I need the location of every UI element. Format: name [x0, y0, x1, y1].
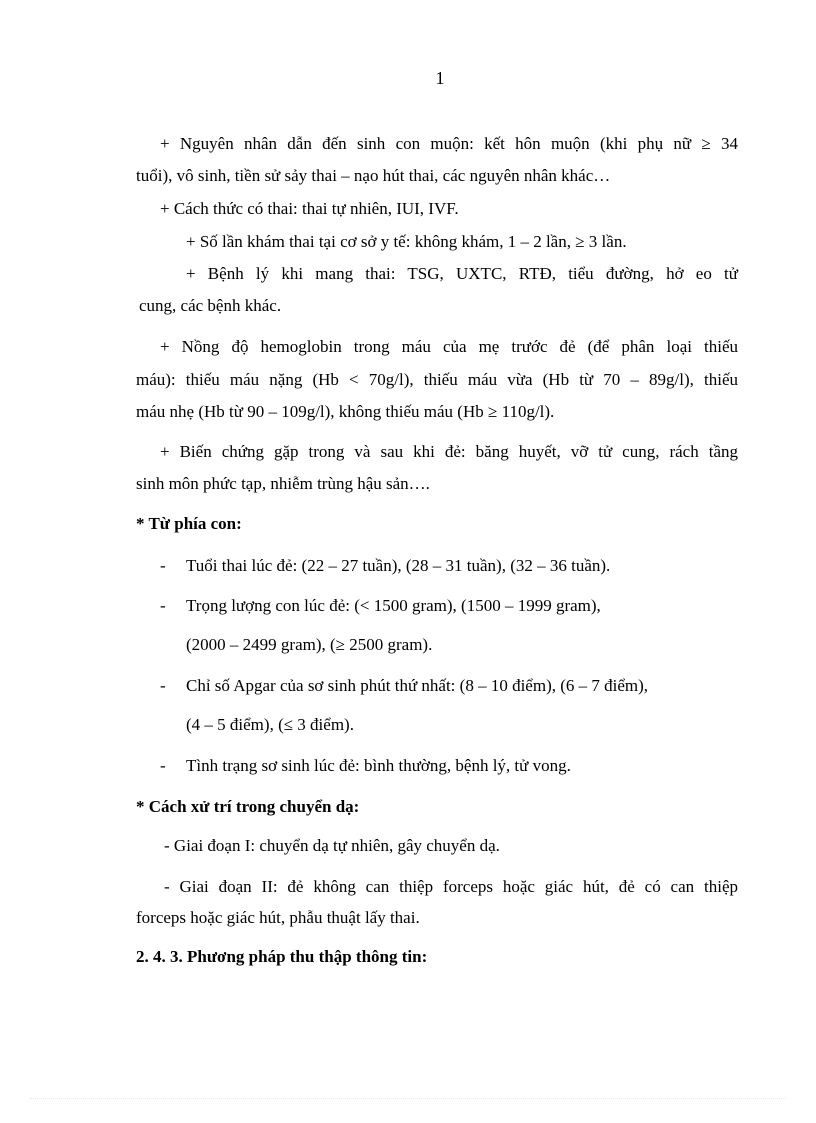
paragraph-complications-line2: sinh môn phức tạp, nhiễm trùng hậu sản…. [136, 474, 430, 493]
paragraph-pregnancy-conditions-line1: + Bệnh lý khi mang thai: TSG, UXTC, RTĐ, tiểu đường, hở eo tử [186, 264, 738, 283]
list-item-newborn-status: Tình trạng sơ sinh lúc đẻ: bình thường, bệnh lý, tử vong. [186, 756, 571, 775]
section-heading-child: * Từ phía con: [136, 514, 242, 533]
list-item-gestational-age: Tuổi thai lúc đẻ: (22 – 27 tuần), (28 – 31 tuần), (32 – 36 tuần). [186, 556, 611, 575]
list-item-stage-two-line2: forceps hoặc giác hút, phẫu thuật lấy thai. [136, 908, 420, 927]
paragraph-hemoglobin-line3: máu nhẹ (Hb từ 90 – 109g/l), không thiếu máu (Hb ≥ 110g/l). [136, 402, 555, 421]
list-item-apgar-line1: Chỉ số Apgar của sơ sinh phút thứ nhất: (8 – 10 điểm), (6 – 7 điểm), [186, 676, 649, 695]
list-bullet: - [160, 676, 166, 695]
list-item-stage-one: - Giai đoạn I: chuyển dạ tự nhiên, gây chuyển dạ. [164, 836, 500, 855]
section-heading-data-collection-method: 2. 4. 3. Phương pháp thu thập thông tin: [136, 947, 428, 966]
list-item-apgar-line2: (4 – 5 điểm), (≤ 3 điểm). [186, 715, 354, 734]
list-bullet: - [160, 556, 166, 575]
paragraph-pregnancy-conditions-line2: cung, các bệnh khác. [139, 296, 282, 315]
page-number: 1 [435, 68, 445, 88]
paragraph-hemoglobin-line1: + Nồng độ hemoglobin trong máu của mẹ trước đẻ (để phân loại thiếu [160, 337, 738, 356]
paragraph-conception-method: + Cách thức có thai: thai tự nhiên, IUI, IVF. [160, 199, 459, 218]
paragraph-prenatal-visits: + Số lần khám thai tại cơ sở y tế: không khám, 1 – 2 lần, ≥ 3 lần. [186, 232, 627, 251]
list-item-birth-weight-line2: (2000 – 2499 gram), (≥ 2500 gram). [186, 635, 433, 654]
section-heading-labor-management: * Cách xử trí trong chuyển dạ: [136, 797, 360, 816]
paragraph-late-birth-causes-line1: + Nguyên nhân dẫn đến sinh con muộn: kết hôn muộn (khi phụ nữ ≥ 34 [160, 134, 738, 153]
paragraph-hemoglobin-line2: máu): thiếu máu nặng (Hb < 70g/l), thiếu máu vừa (Hb từ 70 – 89g/l), thiếu [136, 370, 738, 389]
paragraph-complications-line1: + Biến chứng gặp trong và sau khi đẻ: băng huyết, vỡ tử cung, rách tầng [160, 442, 738, 461]
list-bullet: - [160, 596, 166, 615]
page-bottom-divider [30, 1098, 786, 1099]
list-bullet: - [160, 756, 166, 775]
list-item-stage-two-line1: - Giai đoạn II: đẻ không can thiệp forceps hoặc giác hút, đẻ có can thiệp [164, 877, 738, 896]
paragraph-late-birth-causes-line2: tuổi), vô sinh, tiền sử sảy thai – nạo hút thai, các nguyên nhân khác… [136, 166, 611, 185]
list-item-birth-weight-line1: Trọng lượng con lúc đẻ: (< 1500 gram), (1500 – 1999 gram), [186, 596, 601, 615]
